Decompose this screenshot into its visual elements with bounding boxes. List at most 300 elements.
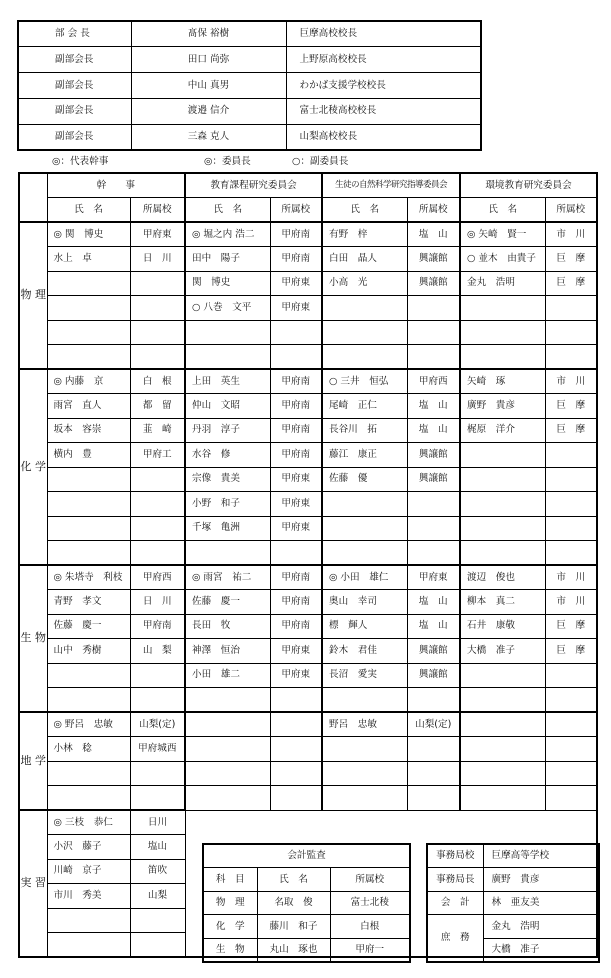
legend-vice-chair: ○：副委員長 — [292, 156, 349, 167]
member-name-environment: 石井 康敬 — [460, 614, 545, 639]
audit-table — [202, 843, 411, 963]
committee-row — [19, 614, 597, 639]
member-name-science-research — [322, 761, 407, 786]
member-school-science-research — [407, 761, 460, 786]
member-school-kanji — [130, 467, 185, 492]
member-name-curriculum: 宗像 貴美 — [185, 467, 270, 492]
member-name-curriculum: 神澤 恒治 — [185, 639, 270, 664]
committee-row — [19, 345, 597, 370]
officer-row — [18, 21, 481, 47]
committee-row — [19, 639, 597, 664]
member-name-curriculum: 長田 牧 — [185, 614, 270, 639]
member-school-kanji: 甲府西 — [130, 565, 185, 590]
member-school-curriculum: 甲府東 — [270, 296, 322, 321]
committee-row — [19, 394, 597, 419]
office-label: 事務局長 — [427, 868, 483, 892]
member-name-science-research — [322, 516, 407, 541]
member-school-environment — [545, 541, 597, 566]
member-name-science-research — [322, 786, 407, 811]
member-name-kanji: 市川 秀美 — [47, 884, 130, 909]
member-school-curriculum — [270, 761, 322, 786]
member-school-environment — [545, 443, 597, 468]
column-header-name: 氏 名 — [185, 198, 270, 223]
officer-name: 髙保 裕樹 — [131, 21, 286, 47]
member-school-kanji: 白 根 — [130, 369, 185, 394]
member-name-environment — [460, 516, 545, 541]
subject-label: 実 習 — [19, 810, 47, 957]
member-school-kanji: 日川 — [130, 810, 185, 835]
member-name-science-research — [322, 541, 407, 566]
committee-table-head — [19, 173, 597, 222]
member-name-curriculum — [185, 320, 270, 345]
member-name-science-research: 長谷川 拓 — [322, 418, 407, 443]
legend-representative: ◎：代表幹事 — [52, 156, 109, 167]
member-school-science-research: 塩 山 — [407, 394, 460, 419]
member-school-environment — [545, 467, 597, 492]
officer-row — [18, 73, 481, 99]
member-school-science-research: 興譲館 — [407, 443, 460, 468]
member-name-kanji — [47, 516, 130, 541]
member-name-science-research: 小高 光 — [322, 271, 407, 296]
officer-name: 三森 克人 — [131, 124, 286, 150]
member-name-curriculum — [185, 737, 270, 762]
member-name-kanji: 佐藤 慶一 — [47, 614, 130, 639]
column-header-row — [19, 198, 597, 223]
member-name-environment — [460, 320, 545, 345]
member-name-environment: 金丸 浩明 — [460, 271, 545, 296]
member-name-science-research: 鈴木 君佳 — [322, 639, 407, 664]
office-row — [427, 891, 599, 915]
member-school-environment: 市 川 — [545, 369, 597, 394]
officer-row — [18, 124, 481, 150]
member-school-environment: 巨 摩 — [545, 271, 597, 296]
committee-row — [19, 492, 597, 517]
member-school-science-research: 塩 山 — [407, 614, 460, 639]
member-name-environment: 柳本 真二 — [460, 590, 545, 615]
committee-row — [19, 541, 597, 566]
member-school-kanji: 日 川 — [130, 247, 185, 272]
member-name-environment: 矢崎 琢 — [460, 369, 545, 394]
member-name-science-research — [322, 296, 407, 321]
member-name-science-research: 尾崎 正仁 — [322, 394, 407, 419]
member-school-science-research — [407, 296, 460, 321]
member-school-curriculum: 甲府南 — [270, 590, 322, 615]
member-school-science-research — [407, 737, 460, 762]
member-school-kanji — [130, 786, 185, 811]
officer-role: 部 会 長 — [18, 21, 131, 47]
member-school-environment — [545, 320, 597, 345]
member-school-kanji: 都 留 — [130, 394, 185, 419]
office-value: 廣野 貴彦 — [483, 868, 599, 892]
member-school-environment — [545, 761, 597, 786]
member-name-environment — [460, 761, 545, 786]
member-school-environment: 巨 摩 — [545, 639, 597, 664]
member-school-science-research: 興譲館 — [407, 639, 460, 664]
member-name-kanji — [47, 345, 130, 370]
member-name-science-research: 佐藤 優 — [322, 467, 407, 492]
member-school-science-research — [407, 541, 460, 566]
member-school-science-research: 甲府西 — [407, 369, 460, 394]
member-school-kanji: 笛吹 — [130, 859, 185, 884]
officers-table — [17, 20, 482, 151]
committee-row — [19, 296, 597, 321]
subject-label: 化 学 — [19, 369, 47, 565]
group-header-environment: 環境教育研究委員会 — [460, 173, 597, 198]
member-school-curriculum — [270, 541, 322, 566]
member-name-kanji: ◎ 朱塔寺 利枝 — [47, 565, 130, 590]
member-name-science-research — [322, 688, 407, 713]
office-table-body — [427, 844, 599, 962]
member-name-curriculum — [185, 761, 270, 786]
member-name-kanji — [47, 761, 130, 786]
group-header-kanji: 幹 事 — [47, 173, 185, 198]
member-school-curriculum: 甲府南 — [270, 418, 322, 443]
member-school-kanji — [130, 688, 185, 713]
officer-row — [18, 98, 481, 124]
committee-row — [19, 443, 597, 468]
member-name-science-research — [322, 492, 407, 517]
member-school-environment — [545, 688, 597, 713]
member-school-kanji — [130, 761, 185, 786]
audit-subject: 化 学 — [203, 915, 257, 939]
member-name-environment — [460, 786, 545, 811]
member-name-science-research: 長沼 愛実 — [322, 663, 407, 688]
member-school-curriculum: 甲府東 — [270, 639, 322, 664]
committee-row — [19, 369, 597, 394]
member-name-kanji — [47, 908, 130, 933]
audit-school: 甲府一 — [330, 938, 410, 962]
member-name-curriculum — [185, 345, 270, 370]
office-shomu-row — [427, 915, 599, 939]
member-school-environment: 巨 摩 — [545, 614, 597, 639]
member-school-curriculum: 甲府南 — [270, 222, 322, 247]
member-name-environment — [460, 443, 545, 468]
officers-table-body — [18, 21, 481, 150]
subject-label: 生 物 — [19, 565, 47, 712]
member-school-curriculum: 甲府南 — [270, 394, 322, 419]
officer-school: わかば支援学校校長 — [286, 73, 481, 99]
committee-row — [19, 516, 597, 541]
officer-name: 渡邉 信介 — [131, 98, 286, 124]
member-name-kanji: 水上 卓 — [47, 247, 130, 272]
audit-name: 藤川 和子 — [257, 915, 330, 939]
member-name-environment — [460, 296, 545, 321]
member-name-curriculum: 仲山 文昭 — [185, 394, 270, 419]
member-name-kanji — [47, 688, 130, 713]
member-school-environment: 巨 摩 — [545, 394, 597, 419]
officer-name: 中山 真男 — [131, 73, 286, 99]
member-school-kanji: 甲府東 — [130, 222, 185, 247]
committee-row — [19, 590, 597, 615]
member-school-curriculum — [270, 737, 322, 762]
member-name-curriculum — [185, 712, 270, 737]
member-school-environment: 巨 摩 — [545, 418, 597, 443]
member-name-science-research — [322, 737, 407, 762]
member-school-curriculum: 甲府東 — [270, 516, 322, 541]
column-header-school: 所属校 — [130, 198, 185, 223]
member-name-kanji: 横内 豊 — [47, 443, 130, 468]
member-name-curriculum: 丹羽 淳子 — [185, 418, 270, 443]
member-school-curriculum: 甲府南 — [270, 614, 322, 639]
audit-school: 富士北稜 — [330, 891, 410, 915]
member-school-kanji — [130, 296, 185, 321]
member-school-curriculum — [270, 320, 322, 345]
member-name-science-research — [322, 320, 407, 345]
member-school-science-research: 甲府東 — [407, 565, 460, 590]
group-header-curriculum: 教育課程研究委員会 — [185, 173, 322, 198]
member-school-environment — [545, 663, 597, 688]
member-name-environment: 大橋 准子 — [460, 639, 545, 664]
member-school-science-research — [407, 516, 460, 541]
member-name-curriculum: ○ 八巻 文平 — [185, 296, 270, 321]
member-name-kanji: 雨宮 直人 — [47, 394, 130, 419]
member-school-science-research: 興譲館 — [407, 467, 460, 492]
member-name-kanji — [47, 320, 130, 345]
member-name-environment: 廣野 貴彦 — [460, 394, 545, 419]
office-row — [427, 868, 599, 892]
member-school-kanji — [130, 908, 185, 933]
officer-role: 副部会長 — [18, 124, 131, 150]
member-school-kanji: 日 川 — [130, 590, 185, 615]
member-school-science-research — [407, 492, 460, 517]
member-name-science-research — [322, 345, 407, 370]
column-header-name: 氏 名 — [47, 198, 130, 223]
committee-row — [19, 320, 597, 345]
officer-name: 田口 尚弥 — [131, 47, 286, 73]
office-shomu-label: 庶 務 — [427, 915, 483, 962]
member-name-curriculum — [185, 688, 270, 713]
office-value: 林 亜友美 — [483, 891, 599, 915]
member-name-curriculum — [185, 786, 270, 811]
column-header-school: 所属校 — [545, 198, 597, 223]
audit-row — [203, 915, 410, 939]
member-school-curriculum: 甲府南 — [270, 369, 322, 394]
committee-row — [19, 688, 597, 713]
member-school-curriculum: 甲府東 — [270, 271, 322, 296]
member-school-science-research: 塩 山 — [407, 222, 460, 247]
member-school-kanji — [130, 320, 185, 345]
office-shomu-name: 大橋 准子 — [483, 938, 599, 962]
officer-role: 副部会長 — [18, 98, 131, 124]
member-name-curriculum: 関 博史 — [185, 271, 270, 296]
member-name-kanji: 川崎 京子 — [47, 859, 130, 884]
member-name-kanji: 坂本 容崇 — [47, 418, 130, 443]
member-school-curriculum — [270, 688, 322, 713]
member-school-environment: 市 川 — [545, 222, 597, 247]
member-name-science-research: ◎ 小田 雄仁 — [322, 565, 407, 590]
officer-role: 副部会長 — [18, 47, 131, 73]
member-name-science-research: 藤江 康正 — [322, 443, 407, 468]
office-label: 会 計 — [427, 891, 483, 915]
audit-name: 名取 俊 — [257, 891, 330, 915]
group-header-row — [19, 173, 597, 198]
office-shomu-name: 金丸 浩明 — [483, 915, 599, 939]
office-table — [426, 843, 600, 963]
member-school-curriculum: 甲府東 — [270, 663, 322, 688]
member-name-kanji: ◎ 関 博史 — [47, 222, 130, 247]
member-name-curriculum: 小田 雄二 — [185, 663, 270, 688]
member-school-environment: 巨 摩 — [545, 247, 597, 272]
officer-school: 富士北稜高校校長 — [286, 98, 481, 124]
member-school-kanji — [130, 345, 185, 370]
member-name-curriculum: 水谷 修 — [185, 443, 270, 468]
column-header-name: 氏 名 — [460, 198, 545, 223]
member-school-kanji — [130, 516, 185, 541]
member-name-curriculum: 田中 陽子 — [185, 247, 270, 272]
member-school-science-research: 興譲館 — [407, 271, 460, 296]
member-school-environment — [545, 737, 597, 762]
member-name-kanji — [47, 541, 130, 566]
officer-school: 山梨高校校長 — [286, 124, 481, 150]
member-school-curriculum: 甲府南 — [270, 443, 322, 468]
member-name-science-research: 奥山 幸司 — [322, 590, 407, 615]
member-name-environment: ○ 並木 由貴子 — [460, 247, 545, 272]
member-school-curriculum — [270, 786, 322, 811]
officer-role: 副部会長 — [18, 73, 131, 99]
committee-table — [18, 172, 598, 958]
member-name-kanji — [47, 933, 130, 958]
member-name-kanji: 山中 秀樹 — [47, 639, 130, 664]
member-name-kanji — [47, 663, 130, 688]
member-school-kanji — [130, 933, 185, 958]
member-school-curriculum: 甲府南 — [270, 565, 322, 590]
member-name-kanji: ◎ 内藤 京 — [47, 369, 130, 394]
member-school-environment: 市 川 — [545, 565, 597, 590]
committee-row — [19, 712, 597, 737]
office-label: 事務局校 — [427, 844, 483, 868]
member-school-kanji — [130, 492, 185, 517]
member-name-kanji — [47, 786, 130, 811]
member-school-environment — [545, 516, 597, 541]
column-header-name: 氏 名 — [322, 198, 407, 223]
member-name-environment — [460, 345, 545, 370]
audit-header-name: 氏 名 — [257, 868, 330, 892]
audit-school: 白根 — [330, 915, 410, 939]
member-school-environment — [545, 492, 597, 517]
committee-row — [19, 810, 597, 835]
audit-row — [203, 891, 410, 915]
officer-row — [18, 47, 481, 73]
member-school-science-research: 山梨(定) — [407, 712, 460, 737]
member-school-environment — [545, 786, 597, 811]
member-school-environment — [545, 712, 597, 737]
member-school-curriculum — [270, 345, 322, 370]
member-name-science-research: 標 輝人 — [322, 614, 407, 639]
member-name-environment: ◎ 矢崎 賢一 — [460, 222, 545, 247]
committee-row — [19, 737, 597, 762]
member-name-curriculum: 佐藤 慶一 — [185, 590, 270, 615]
member-name-environment — [460, 492, 545, 517]
member-name-kanji — [47, 296, 130, 321]
audit-table-body — [203, 844, 410, 962]
member-name-curriculum — [185, 541, 270, 566]
member-school-kanji: 甲府工 — [130, 443, 185, 468]
member-name-environment — [460, 663, 545, 688]
member-name-kanji: 小沢 藤子 — [47, 835, 130, 860]
office-row — [427, 844, 599, 868]
member-name-kanji: ◎ 野呂 忠敏 — [47, 712, 130, 737]
member-school-science-research: 興譲館 — [407, 247, 460, 272]
committee-row — [19, 222, 597, 247]
member-school-kanji: 韮 崎 — [130, 418, 185, 443]
member-school-curriculum: 甲府東 — [270, 492, 322, 517]
member-name-curriculum: 千塚 亀洲 — [185, 516, 270, 541]
member-name-environment — [460, 467, 545, 492]
officer-school: 巨摩高校校長 — [286, 21, 481, 47]
member-name-kanji — [47, 492, 130, 517]
member-school-kanji: 山梨(定) — [130, 712, 185, 737]
committee-row — [19, 786, 597, 811]
member-name-science-research: 有野 梓 — [322, 222, 407, 247]
audit-title: 会計監査 — [203, 844, 410, 868]
member-school-kanji: 甲府城西 — [130, 737, 185, 762]
member-school-environment — [545, 296, 597, 321]
member-school-kanji: 塩山 — [130, 835, 185, 860]
committee-row — [19, 761, 597, 786]
committee-row — [19, 247, 597, 272]
audit-header-row — [203, 868, 410, 892]
member-name-environment: 渡辺 俊也 — [460, 565, 545, 590]
member-name-environment — [460, 688, 545, 713]
member-name-kanji — [47, 467, 130, 492]
member-school-kanji: 山 梨 — [130, 639, 185, 664]
member-school-science-research — [407, 345, 460, 370]
member-name-kanji: ◎ 三枝 恭仁 — [47, 810, 130, 835]
committee-row — [19, 271, 597, 296]
member-school-curriculum — [270, 712, 322, 737]
subject-label: 物 理 — [19, 222, 47, 369]
member-name-environment — [460, 712, 545, 737]
member-school-environment — [545, 345, 597, 370]
column-header-school: 所属校 — [270, 198, 322, 223]
corner-cell — [19, 173, 47, 222]
member-name-environment: 梶原 洋介 — [460, 418, 545, 443]
column-header-school: 所属校 — [407, 198, 460, 223]
member-school-science-research: 塩 山 — [407, 418, 460, 443]
member-name-environment — [460, 737, 545, 762]
audit-header-subject: 科 目 — [203, 868, 257, 892]
office-value: 巨摩高等学校 — [483, 844, 599, 868]
member-school-science-research: 興譲館 — [407, 663, 460, 688]
audit-title-row — [203, 844, 410, 868]
member-school-curriculum: 甲府南 — [270, 247, 322, 272]
member-name-curriculum: ◎ 堀之内 浩二 — [185, 222, 270, 247]
member-school-science-research — [407, 786, 460, 811]
audit-subject: 生 物 — [203, 938, 257, 962]
group-header-science-research: 生徒の自然科学研究指導委員会 — [322, 173, 460, 198]
member-name-science-research: ○ 三井 恒弘 — [322, 369, 407, 394]
member-name-kanji: 小林 稔 — [47, 737, 130, 762]
legend-chair: ◎：委員長 — [204, 156, 251, 167]
subject-label: 地 学 — [19, 712, 47, 810]
member-school-curriculum: 甲府東 — [270, 467, 322, 492]
committee-row — [19, 663, 597, 688]
member-name-curriculum: 上田 英生 — [185, 369, 270, 394]
member-school-science-research — [407, 688, 460, 713]
member-school-science-research — [407, 320, 460, 345]
member-name-kanji — [47, 271, 130, 296]
member-name-science-research: 野呂 忠敏 — [322, 712, 407, 737]
member-school-kanji: 山梨 — [130, 884, 185, 909]
member-name-kanji: 青野 孝文 — [47, 590, 130, 615]
committee-row — [19, 565, 597, 590]
committee-row — [19, 467, 597, 492]
audit-row — [203, 938, 410, 962]
officer-school: 上野原高校校長 — [286, 47, 481, 73]
member-name-curriculum: 小野 和子 — [185, 492, 270, 517]
member-school-environment: 市 川 — [545, 590, 597, 615]
audit-subject: 物 理 — [203, 891, 257, 915]
